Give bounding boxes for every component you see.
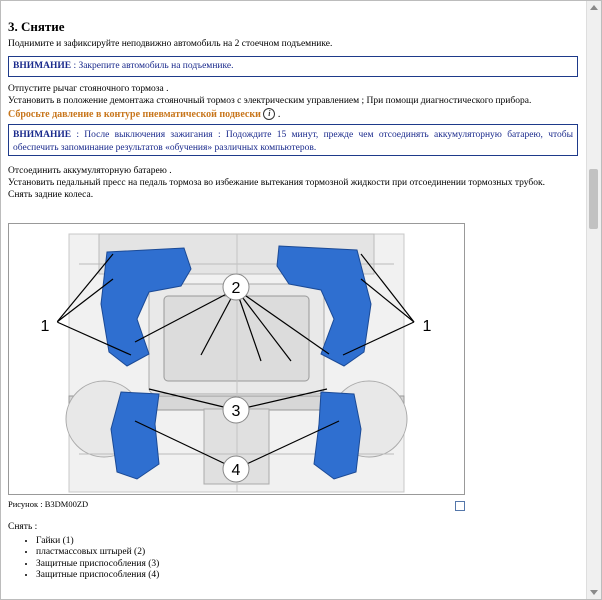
scroll-up-icon[interactable] xyxy=(590,5,598,10)
callout-4: 4 xyxy=(231,462,241,479)
underbody-illustration xyxy=(9,224,464,494)
warning-text: : Закрепите автомобиль на подъемнике. xyxy=(71,61,234,71)
scroll-down-icon[interactable] xyxy=(590,590,598,595)
info-icon[interactable]: i xyxy=(263,108,275,120)
callout-3: 3 xyxy=(231,403,241,420)
intro-text: Поднимите и зафиксируйте неподвижно автомобиль на 2 стоечном подъемнике. xyxy=(8,39,333,49)
print-icon[interactable] xyxy=(455,501,465,511)
remove-list xyxy=(8,522,159,582)
warning-box-1 xyxy=(8,56,578,77)
warning-box-2 xyxy=(8,124,578,156)
callout-1-right: 1 xyxy=(422,318,432,335)
figure-caption: Рисунок : B3DM00ZD xyxy=(8,499,89,509)
vertical-scrollbar[interactable] xyxy=(586,1,601,599)
callout-1-left: 1 xyxy=(40,318,50,335)
pneumatic-link-text[interactable]: Сбросьте давление в контуре пневматической подвески xyxy=(8,109,261,120)
list-item: • пластмассовых штырей (2) xyxy=(36,547,159,559)
list-item: • Защитные приспособления (4) xyxy=(36,570,159,582)
step-remove-rear-wheels: Снять задние колеса. xyxy=(8,190,94,200)
remove-title: Снять : xyxy=(8,522,38,532)
pneumatic-suffix: . xyxy=(275,109,281,120)
list-item: • Защитные приспособления (3) xyxy=(36,559,159,571)
warning-text: : После выключения зажигания : Подождите 15 минут, прежде чем отсоединять аккумуляторную батарею, чтобы обеспечить запоминание результатов «обучения» различных компьютеров. xyxy=(13,130,573,153)
pneumatic-link[interactable] xyxy=(8,108,280,120)
step-electric-parking-brake: Установить в положение демонтажа стояночный тормоз с электрическим управлением ; При помощи диагностического прибора. xyxy=(8,96,532,106)
warning-label: ВНИМАНИЕ xyxy=(13,61,72,71)
step-disconnect-battery: Отсоединить аккумуляторную батарею . xyxy=(8,166,172,176)
scroll-thumb[interactable] xyxy=(589,169,598,229)
underbody-figure xyxy=(8,223,465,495)
step-release-parking-brake: Отпустите рычаг стояночного тормоза . xyxy=(8,84,169,94)
step-brake-pedal-press: Установить педальный пресс на педаль тормоза во избежание вытекания тормозной жидкости при отсоединении тормозных трубок. xyxy=(8,178,545,188)
list-item: • Гайки (1) xyxy=(36,536,159,548)
warning-label: ВНИМАНИЕ xyxy=(13,130,72,140)
callout-2: 2 xyxy=(231,280,241,297)
section-title: 3. Снятие xyxy=(8,19,65,34)
